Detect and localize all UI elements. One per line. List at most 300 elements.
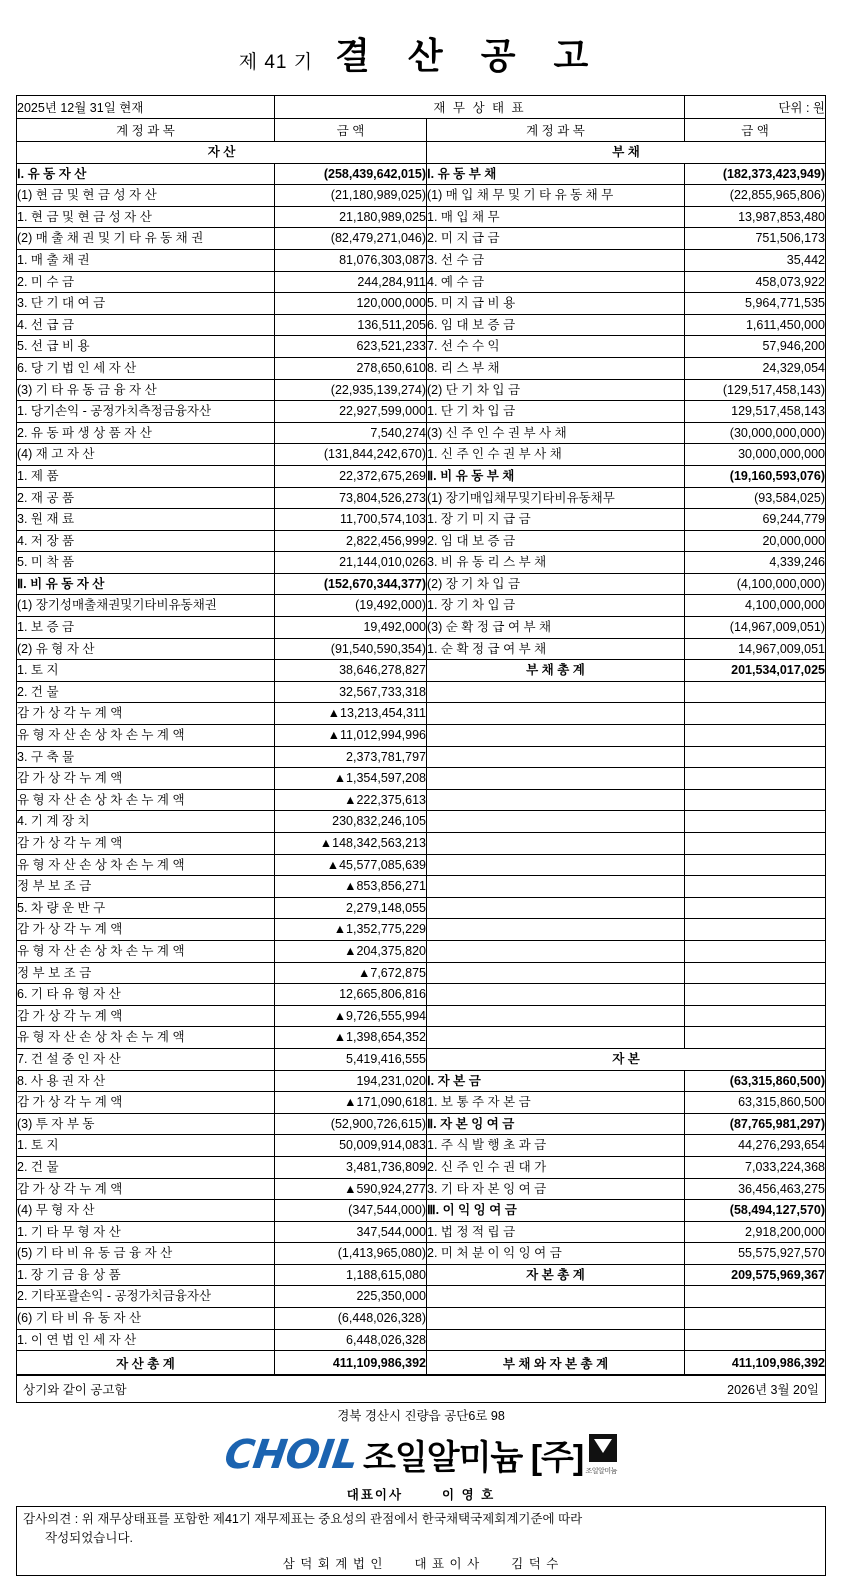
table-row [17,1005,826,1027]
audit-opinion-line1: 감사의견 : 위 재무상태표를 포함한 제41기 재무제표는 중요성의 관점에서 한국채택국제회계기준에 따라 [23,1512,583,1527]
account-label: 1. 신 주 인 수 권 부 사 채 [427,444,685,466]
table-row [17,1178,826,1200]
notice-row [17,1376,826,1403]
account-label: 2. 미 처 분 이 익 잉 여 금 [427,1243,685,1265]
account-amount: ▲1,354,597,208 [275,768,427,790]
account-label: 유 형 자 산 손 상 차 손 누 계 액 [17,940,275,962]
account-amount: ▲11,012,994,996 [275,725,427,747]
empty-label [427,681,685,703]
account-amount: 24,329,054 [685,357,826,379]
empty-amount [685,1329,826,1351]
account-label: 2. 미 수 금 [17,271,275,293]
account-amount: 35,442 [685,249,826,271]
empty-amount [685,854,826,876]
auditor-line [17,1551,826,1576]
account-amount: 14,967,009,051 [685,638,826,660]
empty-label [427,746,685,768]
account-amount: ▲171,090,618 [275,1092,427,1114]
account-amount: (91,540,590,354) [275,638,427,660]
account-amount: (129,517,458,143) [685,379,826,401]
table-row [17,357,826,379]
page-title: 결 산 공 고 [335,35,603,76]
account-label: (2) 매 출 채 권 및 기 타 유 동 채 권 [17,228,275,250]
account-amount: 38,646,278,827 [275,660,427,682]
liab-equity-total-amount: 411,109,986,392 [685,1351,826,1375]
table-row [17,1329,826,1351]
account-amount: (63,315,860,500) [685,1070,826,1092]
auditor-title: 대 표 이 사 [414,1556,481,1571]
account-amount: 3,481,736,809 [275,1156,427,1178]
table-row [17,725,826,747]
account-label: 3. 비 유 동 리 스 부 채 [427,552,685,574]
account-amount: 4,339,246 [685,552,826,574]
empty-label [427,768,685,790]
table-row [17,228,826,250]
table-row [17,1286,826,1308]
account-amount: (19,492,000) [275,595,427,617]
account-amount: 623,521,233 [275,336,427,358]
empty-amount [685,962,826,984]
table-row [17,401,826,423]
ceo-row [17,1482,826,1507]
statement-name: 재 무 상 태 표 [275,96,685,119]
account-amount: 5,419,416,555 [275,1048,427,1070]
account-label: 유 형 자 산 손 상 차 손 누 계 액 [17,1027,275,1049]
account-amount: 2,918,200,000 [685,1221,826,1243]
ceo-name: 이 영 호 [442,1488,496,1503]
table-row [17,185,826,207]
account-amount: 21,144,010,026 [275,552,427,574]
auditor-row [17,1551,826,1576]
account-amount: 7,033,224,368 [685,1156,826,1178]
account-amount: 2,373,781,797 [275,746,427,768]
auditor-firm: 삼 덕 회 계 법 인 [282,1556,384,1571]
account-label: 1. 토 지 [17,1135,275,1157]
table-row [17,703,826,725]
empty-amount [685,1027,826,1049]
fiscal-period: 제 41 기 [238,52,314,73]
account-label: 8. 리 스 부 채 [427,357,685,379]
account-label: 유 형 자 산 손 상 차 손 누 계 액 [17,854,275,876]
account-label: (3) 투 자 부 동 [17,1113,275,1135]
header-account-left: 계 정 과 목 [17,119,275,142]
account-label: 1. 이 연 법 인 세 자 산 [17,1329,275,1351]
account-label: Ⅱ. 비 유 동 부 채 [427,465,685,487]
logo-wordmark-en: CHOIL [221,1431,361,1478]
account-amount: 4,100,000,000 [685,595,826,617]
empty-label [427,919,685,941]
account-amount: ▲853,856,271 [275,876,427,898]
account-amount: (22,935,139,274) [275,379,427,401]
empty-label [427,811,685,833]
account-label: (2) 단 기 차 입 금 [427,379,685,401]
account-label: 8. 사 용 권 자 산 [17,1070,275,1092]
account-amount: 19,492,000 [275,617,427,639]
table-row [17,552,826,574]
account-amount: ▲1,398,654,352 [275,1027,427,1049]
account-amount: (1,413,965,080) [275,1243,427,1265]
empty-label [427,876,685,898]
account-label: Ⅱ. 자 본 잉 여 금 [427,1113,685,1135]
account-amount: 36,456,463,275 [685,1178,826,1200]
account-label: 1. 보 통 주 자 본 금 [427,1092,685,1114]
account-amount: 57,946,200 [685,336,826,358]
account-label: 감 가 상 각 누 계 액 [17,1092,275,1114]
account-amount: 458,073,922 [685,271,826,293]
account-amount: (93,584,025) [685,487,826,509]
liab-equity-total-label: 부 채 와 자 본 총 계 [427,1351,685,1375]
logo-row [17,1427,826,1482]
account-label: 1. 토 지 [17,660,275,682]
account-label: 3. 선 수 금 [427,249,685,271]
account-label: 3. 원 재 료 [17,509,275,531]
logo-wordmark-ko: 조일알미늄 [주] [363,1439,584,1478]
account-label: 6. 당 기 법 인 세 자 산 [17,357,275,379]
section-title-equity: 자 본 [427,1048,826,1070]
table-row [17,617,826,639]
account-label: 정 부 보 조 금 [17,962,275,984]
ceo-line [17,1482,826,1507]
account-amount: ▲1,352,775,229 [275,919,427,941]
account-amount: 6,448,026,328 [275,1329,427,1351]
account-amount: ▲9,726,555,994 [275,1005,427,1027]
account-label: (4) 재 고 자 산 [17,444,275,466]
table-row [17,1308,826,1330]
account-label: 3. 기 타 자 본 잉 여 금 [427,1178,685,1200]
account-label: 1. 장 기 차 입 금 [427,595,685,617]
audit-opinion [17,1507,826,1551]
account-label: (1) 매 입 채 무 및 기 타 유 동 채 무 [427,185,685,207]
account-amount: (82,479,271,046) [275,228,427,250]
account-label: (6) 기 타 비 유 동 자 산 [17,1308,275,1330]
account-amount: 244,284,911 [275,271,427,293]
table-row [17,1243,826,1265]
table-row [17,1156,826,1178]
statement-date: 2025년 12월 31일 현재 [17,96,275,119]
account-label: (2) 장 기 차 입 금 [427,573,685,595]
account-label: 2. 건 물 [17,1156,275,1178]
table-row [17,1048,826,1070]
account-label: 6. 임 대 보 증 금 [427,314,685,336]
account-label: (2) 유 형 자 산 [17,638,275,660]
account-label: 7. 선 수 수 익 [427,336,685,358]
account-amount: (152,670,344,377) [275,573,427,595]
account-label: 4. 예 수 금 [427,271,685,293]
table-row [17,379,826,401]
account-amount: (87,765,981,297) [685,1113,826,1135]
account-amount: ▲590,924,277 [275,1178,427,1200]
account-label: 5. 선 급 비 용 [17,336,275,358]
account-amount: (19,160,593,076) [685,465,826,487]
table-row [17,163,826,185]
header-amount-left: 금 액 [275,119,427,142]
subtotal-label: 부 채 총 계 [427,660,685,682]
account-amount: (58,494,127,570) [685,1200,826,1222]
subtotal-label: 자 본 총 계 [427,1264,685,1286]
account-label: 6. 기 타 유 형 자 산 [17,984,275,1006]
table-row [17,595,826,617]
account-amount: ▲148,342,563,213 [275,833,427,855]
table-row [17,1200,826,1222]
table-row [17,509,826,531]
account-amount: 21,180,989,025 [275,206,427,228]
account-amount: 120,000,000 [275,293,427,315]
account-amount: ▲45,577,085,639 [275,854,427,876]
table-row [17,638,826,660]
account-amount: 22,372,675,269 [275,465,427,487]
account-amount: 30,000,000,000 [685,444,826,466]
account-label: (1) 장기성매출채권및기타비유동채권 [17,595,275,617]
empty-amount [685,1005,826,1027]
empty-label [427,1027,685,1049]
account-amount: 129,517,458,143 [685,401,826,423]
empty-amount [685,833,826,855]
account-amount: 136,511,205 [275,314,427,336]
footer-block [16,1375,826,1576]
assets-total-amount: 411,109,986,392 [275,1351,427,1375]
table-row [17,1221,826,1243]
empty-label [427,854,685,876]
table-row [17,876,826,898]
empty-amount [685,984,826,1006]
account-label: 2. 유 동 파 생 상 품 자 산 [17,422,275,444]
empty-amount [685,703,826,725]
account-label: 1. 보 증 금 [17,617,275,639]
table-row [17,854,826,876]
account-amount: 13,987,853,480 [685,206,826,228]
empty-amount [685,1308,826,1330]
table-row [17,487,826,509]
account-amount: ▲7,672,875 [275,962,427,984]
section-title-assets: 자 산 [17,142,427,164]
account-label: (4) 무 형 자 산 [17,1200,275,1222]
account-label: (1) 장기매입채무및기타비유동채무 [427,487,685,509]
empty-label [427,1308,685,1330]
table-row [17,465,826,487]
account-amount: 278,650,610 [275,357,427,379]
account-label: 2. 미 지 급 금 [427,228,685,250]
account-amount: 12,665,806,816 [275,984,427,1006]
account-amount: (6,448,026,328) [275,1308,427,1330]
account-label: (3) 신 주 인 수 권 부 사 채 [427,422,685,444]
empty-label [427,725,685,747]
account-amount: 73,804,526,273 [275,487,427,509]
account-label: 유 형 자 산 손 상 차 손 누 계 액 [17,789,275,811]
table-row [17,1113,826,1135]
section-title-liabilities: 부 채 [427,142,826,164]
account-label: 감 가 상 각 누 계 액 [17,1178,275,1200]
account-label: 감 가 상 각 누 계 액 [17,919,275,941]
account-amount: 225,350,000 [275,1286,427,1308]
balance-sheet-table [16,95,826,1375]
table-row [17,422,826,444]
empty-label [427,833,685,855]
empty-label [427,984,685,1006]
empty-amount [685,681,826,703]
table-row [17,768,826,790]
account-amount: 230,832,246,105 [275,811,427,833]
account-label: 감 가 상 각 누 계 액 [17,703,275,725]
header-account-right: 계 정 과 목 [427,119,685,142]
account-amount: 751,506,173 [685,228,826,250]
table-row [17,789,826,811]
account-label: 4. 저 장 품 [17,530,275,552]
table-row [17,530,826,552]
table-row [17,984,826,1006]
assets-total-label: 자 산 총 계 [17,1351,275,1375]
empty-label [427,897,685,919]
table-row [17,962,826,984]
logo-triangle-icon [589,1434,617,1462]
section-title-row [17,142,826,164]
account-amount: 81,076,303,087 [275,249,427,271]
ceo-title: 대표이사 [346,1488,404,1503]
account-amount: (347,544,000) [275,1200,427,1222]
table-row [17,919,826,941]
empty-label [427,962,685,984]
table-row [17,249,826,271]
account-amount: 44,276,293,654 [685,1135,826,1157]
account-label: Ⅲ. 이 익 잉 여 금 [427,1200,685,1222]
grand-total-row [17,1351,826,1375]
empty-amount [685,940,826,962]
account-label: 1. 단 기 차 입 금 [427,401,685,423]
table-row [17,833,826,855]
account-label: 1. 제 품 [17,465,275,487]
logo-mark-caption: 조일알미늄 [585,1467,617,1475]
meta-row [17,96,826,119]
account-label: 5. 미 착 품 [17,552,275,574]
account-label: 1. 매 입 채 무 [427,206,685,228]
account-label: Ⅰ. 유 동 부 채 [427,163,685,185]
company-address: 경북 경산시 진량읍 공단6로 98 [337,1409,505,1424]
empty-amount [685,725,826,747]
account-amount: (14,967,009,051) [685,617,826,639]
account-label: 3. 단 기 대 여 금 [17,293,275,315]
account-label: 1. 매 출 채 권 [17,249,275,271]
empty-label [427,1005,685,1027]
account-amount: (258,439,642,015) [275,163,427,185]
subtotal-amount: 209,575,969,367 [685,1264,826,1286]
empty-amount [685,919,826,941]
account-label: 2. 기타포괄손익 - 공정가치금융자산 [17,1286,275,1308]
account-label: Ⅰ. 자 본 금 [427,1070,685,1092]
table-row [17,1092,826,1114]
account-label: 감 가 상 각 누 계 액 [17,768,275,790]
table-row [17,1027,826,1049]
audit-opinion-line2: 작성되었습니다. [45,1531,133,1545]
currency-unit: 단위 : 원 [685,96,826,119]
account-label: (1) 현 금 및 현 금 성 자 산 [17,185,275,207]
table-row [17,444,826,466]
account-amount: (4,100,000,000) [685,573,826,595]
account-label: 1. 주 식 발 행 초 과 금 [427,1135,685,1157]
table-row [17,1070,826,1092]
account-amount: 69,244,779 [685,509,826,531]
table-row [17,293,826,315]
table-row [17,681,826,703]
table-row [17,660,826,682]
account-label: 3. 구 축 물 [17,746,275,768]
table-row [17,1264,826,1286]
company-logo [17,1427,826,1482]
auditor-name: 김 덕 수 [511,1556,560,1571]
table-row [17,746,826,768]
account-amount: 11,700,574,103 [275,509,427,531]
account-amount: (22,855,965,806) [685,185,826,207]
empty-amount [685,876,826,898]
table-row [17,314,826,336]
empty-amount [685,897,826,919]
account-amount: 347,544,000 [275,1221,427,1243]
account-label: 유 형 자 산 손 상 차 손 누 계 액 [17,725,275,747]
table-row [17,897,826,919]
account-label: 5. 차 량 운 반 구 [17,897,275,919]
account-label: (3) 순 확 정 급 여 부 채 [427,617,685,639]
account-amount: 1,188,615,080 [275,1264,427,1286]
account-amount: 7,540,274 [275,422,427,444]
table-row [17,1135,826,1157]
account-label: Ⅱ. 비 유 동 자 산 [17,573,275,595]
account-label: 7. 건 설 중 인 자 산 [17,1048,275,1070]
empty-amount [685,1286,826,1308]
subtotal-amount: 201,534,017,025 [685,660,826,682]
account-label: 2. 건 물 [17,681,275,703]
empty-label [427,1286,685,1308]
account-label: 4. 선 급 금 [17,314,275,336]
account-label: (5) 기 타 비 유 동 금 융 자 산 [17,1243,275,1265]
account-label: 1. 현 금 및 현 금 성 자 산 [17,206,275,228]
account-amount: (52,900,726,615) [275,1113,427,1135]
account-amount: 2,822,456,999 [275,530,427,552]
account-label: (3) 기 타 유 동 금 융 자 산 [17,379,275,401]
account-label: 4. 기 계 장 치 [17,811,275,833]
account-amount: (21,180,989,025) [275,185,427,207]
table-row [17,811,826,833]
header-amount-right: 금 액 [685,119,826,142]
account-amount: 50,009,914,083 [275,1135,427,1157]
notice-date: 2026년 3월 20일 [427,1376,826,1403]
account-label: 감 가 상 각 누 계 액 [17,833,275,855]
account-amount: (30,000,000,000) [685,422,826,444]
account-amount: 194,231,020 [275,1070,427,1092]
table-row [17,206,826,228]
account-amount: 63,315,860,500 [685,1092,826,1114]
account-label: 2. 임 대 보 증 금 [427,530,685,552]
account-amount: ▲204,375,820 [275,940,427,962]
empty-amount [685,811,826,833]
empty-label [427,789,685,811]
account-label: 1. 장 기 미 지 급 금 [427,509,685,531]
account-amount: ▲13,213,454,311 [275,703,427,725]
account-amount: 5,964,771,535 [685,293,826,315]
empty-amount [685,768,826,790]
account-label: 1. 장 기 금 융 상 품 [17,1264,275,1286]
empty-label [427,1329,685,1351]
document-title [16,14,825,95]
account-amount: 20,000,000 [685,530,826,552]
account-amount: ▲222,375,613 [275,789,427,811]
account-amount: 2,279,148,055 [275,897,427,919]
account-amount: (131,844,242,670) [275,444,427,466]
table-row [17,940,826,962]
table-row [17,336,826,358]
account-amount: 22,927,599,000 [275,401,427,423]
audit-opinion-row [17,1507,826,1551]
account-label: 1. 기 타 무 형 자 산 [17,1221,275,1243]
notice-text: 상기와 같이 공고함 [17,1376,427,1403]
account-label: 1. 법 정 적 립 금 [427,1221,685,1243]
